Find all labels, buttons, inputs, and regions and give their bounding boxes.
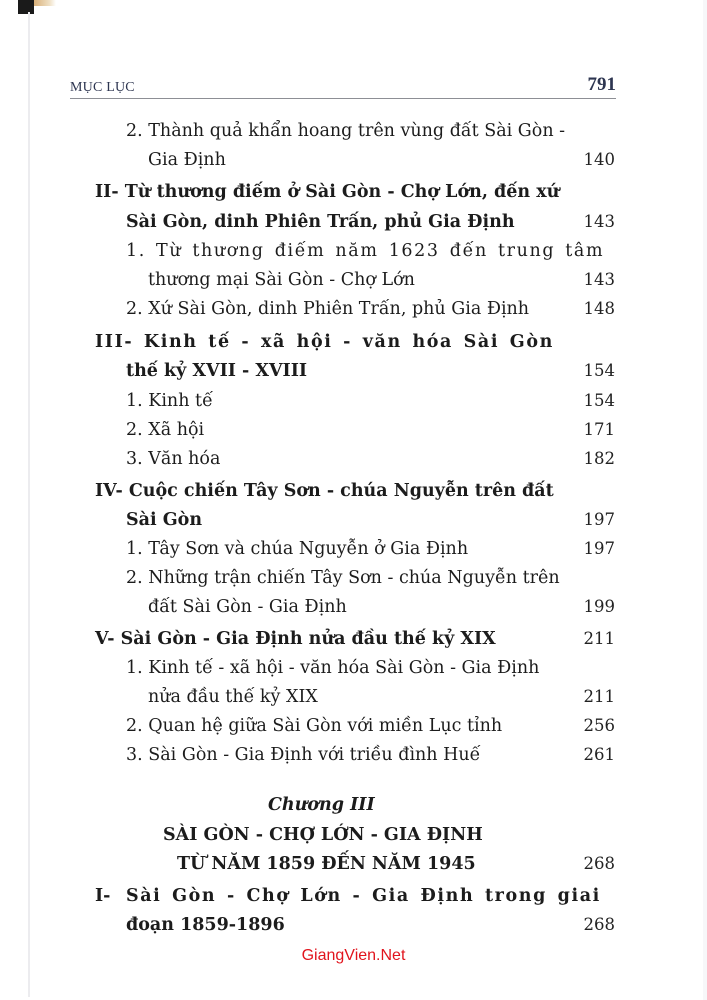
toc-page-number: 154	[583, 391, 615, 410]
running-header-title: MỤC LỤC	[70, 80, 135, 95]
toc-page-number: 197	[583, 539, 615, 558]
toc-section	[0, 328, 707, 356]
toc-page-number: 256	[583, 716, 615, 735]
chapter-title-line	[0, 850, 707, 878]
toc-page-number: 143	[583, 212, 615, 231]
toc-section-text: thế kỷ XVII - XVIII	[126, 361, 308, 381]
toc-page-number: 148	[583, 299, 615, 318]
toc-entry-text: 3. Văn hóa	[126, 449, 221, 469]
toc-page-number: 154	[583, 361, 615, 380]
toc-section-text: Sài Gòn - Chợ Lớn - Gia Định trong giai	[126, 886, 601, 906]
toc-entry-text: 1. Từ thương điếm năm 1623 đến trung tâm	[126, 241, 605, 261]
toc-section-text: V- Sài Gòn - Gia Định nửa đầu thế kỷ XIX	[95, 629, 496, 649]
toc-entry	[0, 416, 707, 444]
toc-entry	[0, 237, 707, 265]
toc-page-number: 261	[583, 745, 615, 764]
toc-section-text: III- Kinh tế - xã hội - văn hóa Sài Gòn	[95, 332, 554, 352]
toc-entry-text: nửa đầu thế kỷ XIX	[148, 687, 318, 707]
toc-entry	[0, 266, 707, 294]
toc-entry-text: thương mại Sài Gòn - Chợ Lớn	[148, 270, 415, 290]
toc-page-number: 268	[583, 854, 615, 873]
toc-entry	[0, 683, 707, 711]
toc-section	[0, 625, 707, 653]
toc-section	[0, 477, 707, 505]
toc-section	[0, 882, 707, 910]
toc-page-number: 143	[583, 270, 615, 289]
chapter-title: SÀI GÒN - CHỢ LỚN - GIA ĐỊNH	[163, 825, 483, 845]
toc-page-number: 197	[583, 510, 615, 529]
toc-entry-text: 1. Tây Sơn và chúa Nguyễn ở Gia Định	[126, 539, 469, 559]
chapter-title-line	[0, 821, 707, 849]
toc-entry-text: 2. Quan hệ giữa Sài Gòn với miền Lục tỉnh	[126, 716, 503, 736]
toc-page-number: 182	[583, 449, 615, 468]
toc-section	[0, 208, 707, 236]
toc-section	[0, 911, 707, 939]
toc-page-number: 211	[583, 629, 615, 648]
toc-page-number: 199	[583, 597, 615, 616]
toc-section	[0, 506, 707, 534]
chapter-label: Chương III	[268, 795, 375, 815]
toc-entry	[0, 593, 707, 621]
toc-section-text: IV- Cuộc chiến Tây Sơn - chúa Nguyễn trên đất	[95, 481, 554, 501]
toc-section-text: Sài Gòn	[126, 510, 203, 530]
chapter-label-line	[0, 791, 707, 819]
toc-section-text: đoạn 1859-1896	[126, 915, 285, 935]
toc-entry-text: 3. Sài Gòn - Gia Định với triều đình Huế	[126, 745, 481, 765]
toc-section-text: II- Từ thương điếm ở Sài Gòn - Chợ Lớn, đến xứ	[95, 182, 560, 202]
toc-entry	[0, 654, 707, 682]
watermark: GiangVien.Net	[301, 947, 406, 964]
toc-entry-text: đất Sài Gòn - Gia Định	[148, 597, 347, 617]
toc-entry-text: 2. Những trận chiến Tây Sơn - chúa Nguyễn trên	[126, 568, 560, 588]
toc-entry-text: 2. Xã hội	[126, 420, 205, 440]
chapter-title: TỪ NĂM 1859 ĐẾN NĂM 1945	[177, 854, 476, 874]
toc-section-text: Sài Gòn, dinh Phiên Trấn, phủ Gia Định	[126, 212, 515, 232]
toc-entry	[0, 387, 707, 415]
toc-entry	[0, 445, 707, 473]
toc-entry	[0, 741, 707, 769]
toc-page-number: 211	[583, 687, 615, 706]
toc-entry	[0, 295, 707, 323]
page-number: 791	[587, 74, 616, 95]
scan-corner-dark	[18, 0, 34, 14]
toc-entry	[0, 712, 707, 740]
toc-page-number: 140	[583, 150, 615, 169]
toc-section	[0, 357, 707, 385]
toc-entry	[0, 146, 707, 174]
toc-entry	[0, 117, 707, 145]
scan-corner-binding	[34, 0, 56, 6]
toc-section-prefix: I-	[95, 886, 111, 906]
toc-entry-text: 1. Kinh tế - xã hội - văn hóa Sài Gòn - Gia Định	[126, 658, 540, 678]
toc-page-number: 171	[583, 420, 615, 439]
toc-entry	[0, 535, 707, 563]
toc-entry-text: 1. Kinh tế	[126, 391, 213, 411]
toc-entry-text: 2. Thành quả khẩn hoang trên vùng đất Sài Gòn -	[126, 121, 566, 141]
running-header	[70, 74, 616, 99]
toc-page-number: 268	[583, 915, 615, 934]
toc-entry	[0, 564, 707, 592]
toc-entry-text: 2. Xứ Sài Gòn, dinh Phiên Trấn, phủ Gia Định	[126, 299, 530, 319]
toc-entry-text: Gia Định	[148, 150, 226, 170]
toc-section	[0, 178, 707, 206]
